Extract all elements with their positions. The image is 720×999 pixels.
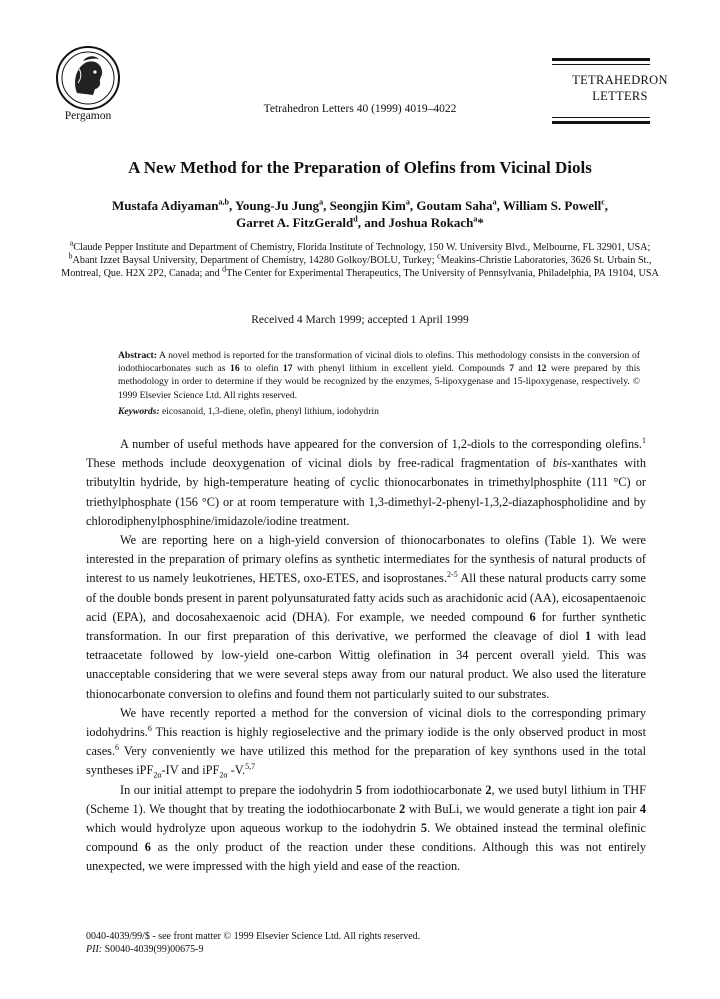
- affiliation-marker: d: [222, 265, 227, 275]
- header-rule-bottom-thick: [552, 121, 650, 124]
- author-name: , and Joshua Rokach: [357, 215, 474, 230]
- affiliation-text: Abant Izzet Baysal University, Department of Chemistry, 14280 Golkoy/BOLU, Turkey;: [72, 255, 438, 267]
- keywords: [118, 406, 640, 417]
- header-rule-top-thick: [552, 58, 650, 61]
- body-text: -IV and iPF: [161, 763, 220, 778]
- compound-ref: 6: [144, 840, 151, 855]
- body-paragraph-1: [86, 435, 646, 531]
- header-rule-top-thin: [552, 64, 650, 65]
- corresponding-author-mark: *: [477, 215, 484, 230]
- abstract-text: A novel method is reported for the transformation of vicinal diols to olefins. This methodology consists in the conversion of iodothiocarbonates such as: [118, 350, 640, 375]
- body-text: -xanthates with tributyltin hydride, by high-temperature heating of cyclic thionocarbonates in trimethylphosphite (111 °C) or triethylphosphate (156 °C) or at room temperature with 1,3-dimethyl-2-phenyl-1,3,2-diazaphospholidine and by chlorodiphenylphosphine/imidazole/iodine treatment.: [86, 456, 646, 528]
- body-text: A number of useful methods have appeared for the conversion of 1,2-diols to the corresponding olefins.: [120, 437, 642, 451]
- italic-term: bis: [552, 456, 568, 471]
- affiliation-text: Claude Pepper Institute and Department of Chemistry, Florida Institute of Technology, 150 W. University Blvd., Melbourne, FL 32901, USA;: [73, 242, 651, 253]
- compound-ref: 2: [485, 782, 492, 797]
- keywords-text: eicosanoid, 1,3-diene, olefin, phenyl lithium, iodohydrin: [159, 406, 379, 417]
- compound-ref: 1: [584, 629, 592, 644]
- author-name: , William S. Powell: [496, 198, 602, 213]
- body-paragraph-4: [86, 781, 646, 877]
- abstract: [118, 349, 640, 402]
- body-text: All these natural products carry some of the double bonds present in parent polyunsaturated fatty acids such as arachidonic acid (AA), eicosapentaenoic acid (EPA), and docosahexaenoic acid (DHA). For example, we needed compound: [86, 571, 647, 624]
- affiliation-marker: a: [492, 197, 497, 207]
- body-text: from iodothiocarbonate: [362, 782, 486, 797]
- author-line-2: [40, 214, 680, 231]
- body-text: We have recently reported a method for the conversion of vicinal diols to the corresponding primary iodohydrins.: [86, 705, 646, 740]
- author-list: [40, 197, 680, 231]
- journal-citation: Tetrahedron Letters 40 (1999) 4019–4022: [263, 103, 457, 115]
- received-dates: Received 4 March 1999; accepted 1 April 1999: [251, 314, 469, 326]
- body-text: with BuLi, we would generate a tight ion pair: [405, 801, 640, 816]
- body-text: We are reporting here on a high-yield conversion of thionocarbonates to olefins (Table 1). We were interested in the preparation of primary olefins as synthetic intermediates for the synthesis of natural products of interest to us namely leukotrienes, HETES, oxo-ETES, and isoprostanes.: [86, 533, 646, 586]
- body-paragraph-3: [86, 704, 646, 781]
- compound-ref: 2: [399, 801, 406, 816]
- affiliation-marker: a,b: [218, 197, 229, 207]
- author-separator: ,: [604, 198, 609, 213]
- compound-ref: 16: [230, 363, 240, 375]
- abstract-text: and: [514, 363, 537, 375]
- author-name: , Young-Ju Jung: [228, 198, 320, 213]
- keywords-label: Keywords:: [118, 406, 160, 417]
- body-text: with lead tetraacetate followed by low-yield one-carbon Wittig olefination in 34 percent overall yield. This was unacceptable considering that we were several steps away from our natural product. We also used the literature thionocarbonate conversion to olefins and found them not particularly suited to our substrates.: [86, 629, 647, 701]
- author-line-1: [40, 197, 680, 214]
- body-text: . We obtained instead the terminal olefinic compound: [86, 821, 646, 855]
- compound-ref: 5: [420, 821, 428, 836]
- author-name: Garret A. FitzGerald: [236, 215, 354, 230]
- affiliation-text: The Center for Experimental Therapeutics, The University of Pennsylvania, Philadelphia, PA 19104, USA: [226, 268, 659, 280]
- body-text: In our initial attempt to prepare the iodohydrin: [120, 782, 356, 797]
- journal-name-line1: TETRAHEDRON: [572, 73, 668, 87]
- article-title: A New Method for the Preparation of Olefins from Vicinal Diols: [128, 158, 592, 177]
- affiliation-marker: c: [601, 197, 605, 207]
- body-text: which would hydrolyze upon aqueous workup to the iodohydrin: [86, 821, 421, 836]
- pii-label: PII:: [86, 944, 103, 955]
- publisher-logo: [55, 45, 121, 111]
- affiliation-marker: c: [437, 251, 441, 261]
- body-text: as the only product of the reaction under these conditions. Although this was not entirely unexpected, we were impressed with the high yield and ease of the reaction.: [86, 840, 646, 874]
- publisher-name: Pergamon: [64, 110, 112, 122]
- copyright-line: 0040-4039/99/$ - see front matter © 1999 Elsevier Science Ltd. All rights reserved.: [86, 931, 421, 942]
- affiliation-marker: d: [353, 214, 358, 224]
- affiliations: [55, 238, 665, 281]
- subscript: 2α: [219, 770, 228, 780]
- body-text: Very conveniently we have utilized this method for the preparation of key synthons used in the total syntheses iPF: [86, 744, 646, 778]
- compound-ref: 7: [509, 363, 515, 375]
- subscript: 2α: [153, 770, 162, 780]
- affiliation-marker: a: [319, 197, 324, 207]
- copyright-footer: [86, 930, 646, 956]
- author-name: Mustafa Adiyaman: [111, 198, 219, 213]
- affiliation-marker: a: [473, 214, 478, 224]
- journal-name-line2: LETTERS: [592, 89, 648, 103]
- abstract-text: with phenyl lithium in excellent yield. Compounds: [292, 363, 510, 375]
- affiliation-marker: a: [405, 197, 410, 207]
- body-paragraph-2: [86, 531, 646, 704]
- compound-ref: 12: [536, 363, 547, 375]
- body-text: -V.: [227, 763, 246, 778]
- body-text: This reaction is highly regioselective and the primary iodide is the only observed product in most cases.: [86, 725, 646, 759]
- citation-ref: 5,7: [245, 762, 256, 772]
- journal-name: [555, 72, 685, 104]
- citation-ref: 6: [147, 723, 152, 733]
- compound-ref: 5: [355, 782, 363, 797]
- abstract-text: were prepared by this methodology in order to determine if they would be recognized by the enzymes, 5-lipoxygenase and 15-lipoxygenase, respectively. © 1999 Elsevier Science Ltd. All rights reserved.: [118, 363, 640, 401]
- citation-ref: 1: [642, 435, 646, 445]
- body-text: These methods include deoxygenation of vicinal diols by free-radical fragmentation of: [86, 456, 553, 471]
- body-text: , we used butyl lithium in THF (Scheme 1). We thought that by treating the iodothiocarbonate: [86, 782, 646, 816]
- pii-line: [86, 943, 646, 956]
- affiliation-marker: b: [68, 251, 73, 261]
- abstract-label: Abstract:: [118, 350, 157, 361]
- compound-ref: 4: [639, 801, 646, 816]
- citation-ref: 6: [115, 743, 120, 753]
- abstract-text: to olefin: [239, 363, 283, 375]
- pii-value: S0040-4039(99)00675-9: [102, 944, 204, 955]
- author-name: , Seongjin Kim: [323, 198, 406, 213]
- citation-ref: 2-5: [447, 570, 458, 580]
- article-body: [86, 435, 646, 877]
- body-text: for further synthetic transformation. In our first preparation of this derivative, we performed the cleavage of diol: [86, 609, 646, 644]
- affiliation-text: Meakins-Christie Laboratories, 3626 St. Urbain St., Montreal, Que. H2X 2P2, Canada; and: [61, 255, 652, 280]
- author-name: , Goutam Saha: [409, 198, 493, 213]
- affiliation-marker: a: [69, 238, 74, 248]
- header-rule-bottom-thin: [552, 117, 650, 118]
- compound-ref: 17: [282, 363, 293, 375]
- compound-ref: 6: [529, 609, 536, 624]
